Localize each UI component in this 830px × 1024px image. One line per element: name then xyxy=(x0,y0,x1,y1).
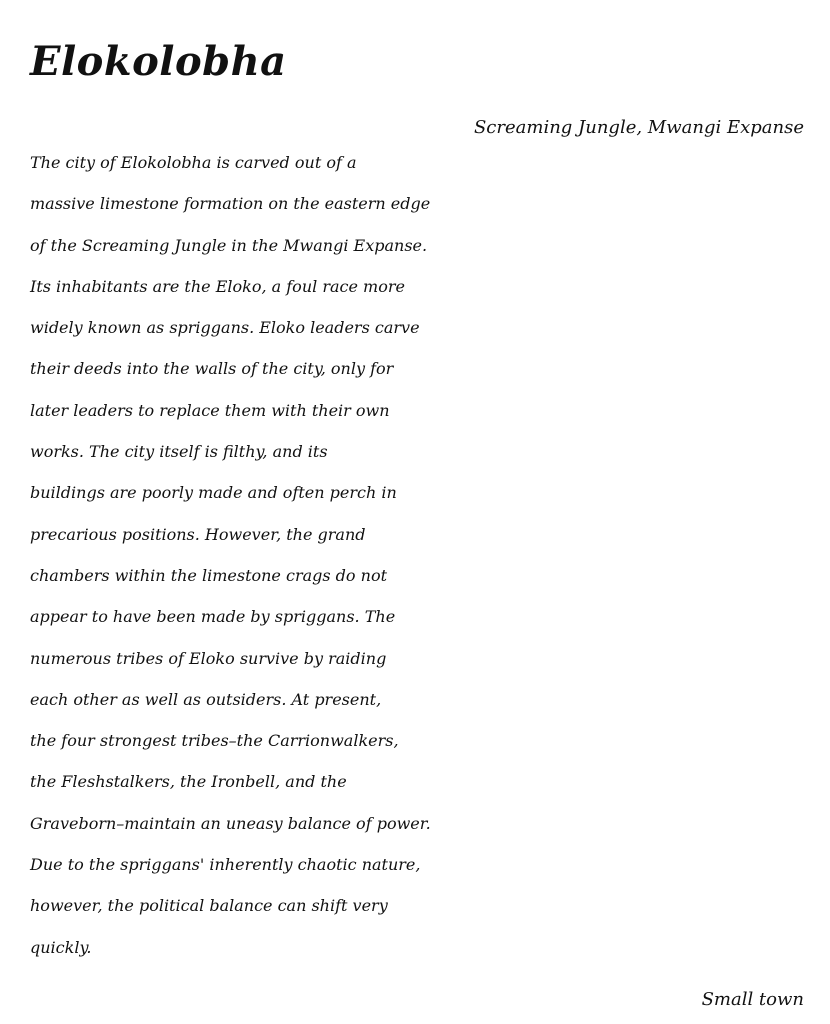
body-line: Graveborn–maintain an uneasy balance of power. xyxy=(30,813,431,833)
body-line: precarious positions. However, the grand xyxy=(30,524,366,544)
body-line: the Fleshstalkers, the Ironbell, and the xyxy=(30,772,347,792)
settlement-category: Small town xyxy=(701,989,804,1010)
body-line: Due to the spriggans' inherently chaotic nature, xyxy=(30,855,421,875)
body-line: however, the political balance can shift very xyxy=(30,896,388,916)
body-line: Its inhabitants are the Eloko, a foul race more xyxy=(30,276,405,296)
location-subtitle: Screaming Jungle, Mwangi Expanse xyxy=(473,117,804,138)
body-line: appear to have been made by spriggans. The xyxy=(30,607,396,627)
body-line: quickly. xyxy=(30,937,92,957)
body-line: their deeds into the walls of the city, only for xyxy=(30,359,394,379)
body-line: the four strongest tribes–the Carrionwalkers, xyxy=(30,731,399,751)
body-line: of the Screaming Jungle in the Mwangi Expanse. xyxy=(30,235,428,255)
body-line: chambers within the limestone crags do not xyxy=(30,565,387,585)
body-line: The city of Elokolobha is carved out of a xyxy=(30,153,357,172)
body-line: widely known as spriggans. Eloko leaders carve xyxy=(30,318,420,338)
body-line: massive limestone formation on the eastern edge xyxy=(30,194,431,214)
body-line: later leaders to replace them with their own xyxy=(30,400,390,420)
description-body xyxy=(30,142,820,968)
page-title: Elokolobha xyxy=(30,38,287,85)
body-line: buildings are poorly made and often perch in xyxy=(30,483,397,503)
body-line: works. The city itself is filthy, and its xyxy=(30,442,328,462)
body-line: each other as well as outsiders. At present, xyxy=(30,689,382,709)
body-line: numerous tribes of Eloko survive by raiding xyxy=(30,648,387,668)
